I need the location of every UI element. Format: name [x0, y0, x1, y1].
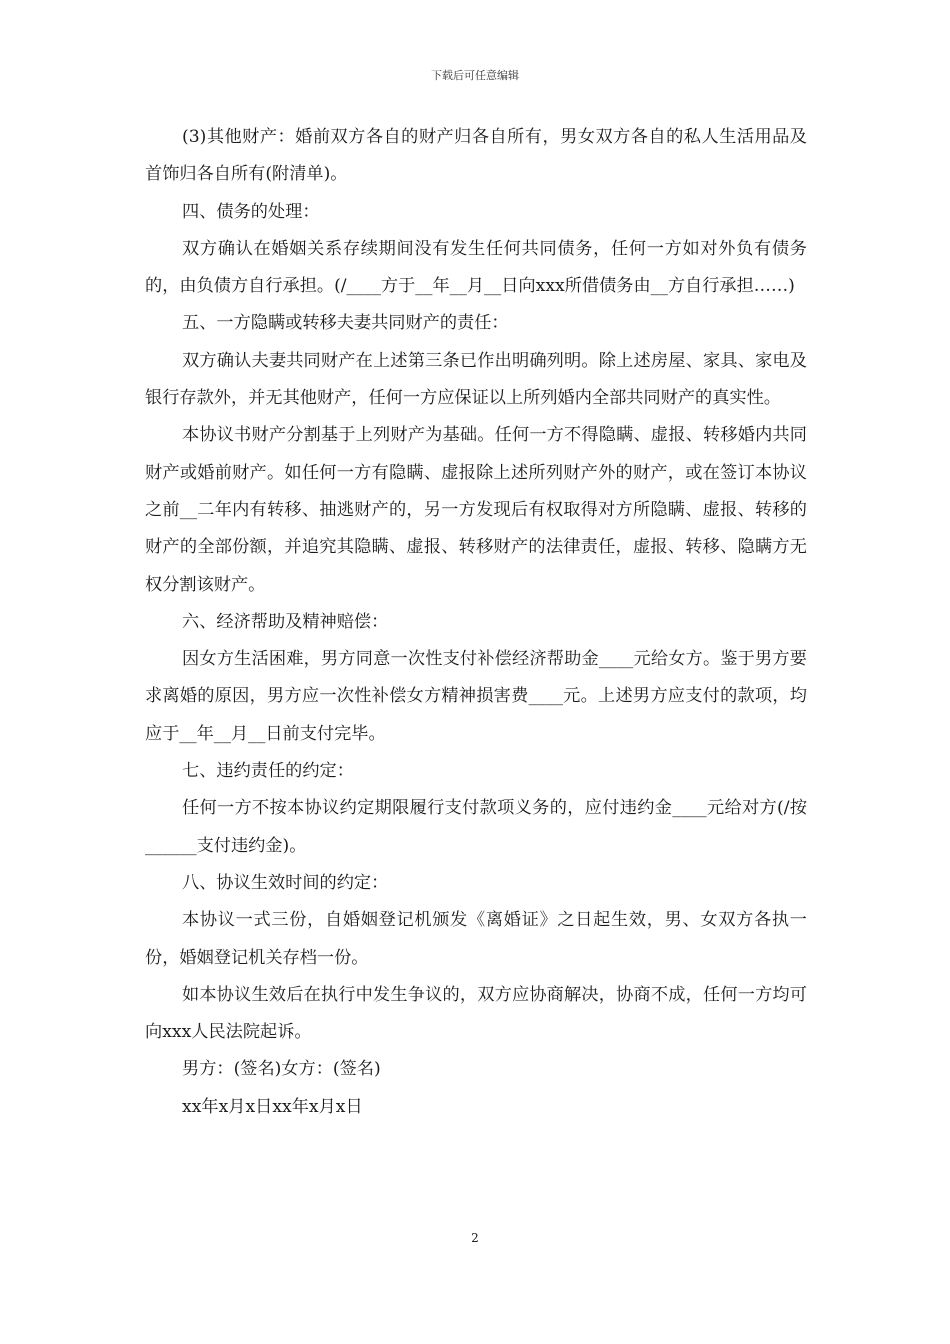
- heading-effective-date: 八、协议生效时间的约定：: [182, 872, 389, 893]
- heading-compensation: 六、经济帮助及精神赔偿：: [182, 611, 389, 632]
- document-body: [145, 119, 807, 1126]
- paragraph-other-property: (3)其他财产：婚前双方各自的财产归各自所有，男女双方各自的私人生活用品及首饰归各自所有(附清单)。: [145, 127, 807, 185]
- paragraph-joint-property: 双方确认夫妻共同财产在上述第三条已作出明确列明。除上述房屋、家具、家电及银行存款外，并无其他财产，任何一方应保证以上所列婚内全部共同财产的真实性。: [145, 350, 807, 409]
- heading-debt-handling: 四、债务的处理：: [182, 201, 320, 222]
- paragraph-compensation: 因女方生活困难，男方同意一次性支付补偿经济帮助金____元给女方。鉴于男方要求离婚的原因，男方应一次性补偿女方精神损害费____元。上述男方应支付的款项，均应于__年__月__日前支付完毕。: [145, 649, 807, 744]
- page-number: 2: [471, 1231, 479, 1245]
- paragraph-dispute: 如本协议生效后在执行中发生争议的，双方应协商解决，协商不成，任何一方均可向xxx人民法院起诉。: [145, 984, 807, 1043]
- heading-breach: 七、违约责任的约定：: [182, 761, 354, 782]
- paragraph-debt: 双方确认在婚姻关系存续期间没有发生任何共同债务，任何一方如对外负有债务的，由负债方自行承担。(/____方于__年__月__日向xxx所借债务由__方自行承担……): [145, 238, 807, 297]
- paragraph-breach: 任何一方不按本协议约定期限履行支付款项义务的，应付违约金____元给对方(/按______支付违约金)。: [145, 798, 807, 856]
- paragraph-effective-date: 本协议一式三份，自婚姻登记机颁发《离婚证》之日起生效，男、女双方各执一份，婚姻登记机关存档一份。: [145, 910, 807, 968]
- page-header: 下载后可任意编辑: [431, 69, 519, 82]
- paragraph-property-division: 本协议书财产分割基于上列财产为基础。任何一方不得隐瞒、虚报、转移婚内共同财产或婚前财产。如任何一方有隐瞒、虚报除上述所列财产外的财产，或在签订本协议之前__二年内有转移、抽逃财产的，另一方发现后有权取得对方所隐瞒、虚报、转移的财产的全部份额，并追究其隐瞒、虚报、转移财产的法律责任，虚报、转移、隐瞒方无权分割该财产。: [145, 425, 807, 595]
- date-line: xx年x月x日xx年x月x日: [182, 1096, 363, 1117]
- heading-concealment-liability: 五、一方隐瞒或转移夫妻共同财产的责任：: [182, 313, 509, 334]
- signature-line: 男方：(签名)女方：(签名): [182, 1059, 381, 1080]
